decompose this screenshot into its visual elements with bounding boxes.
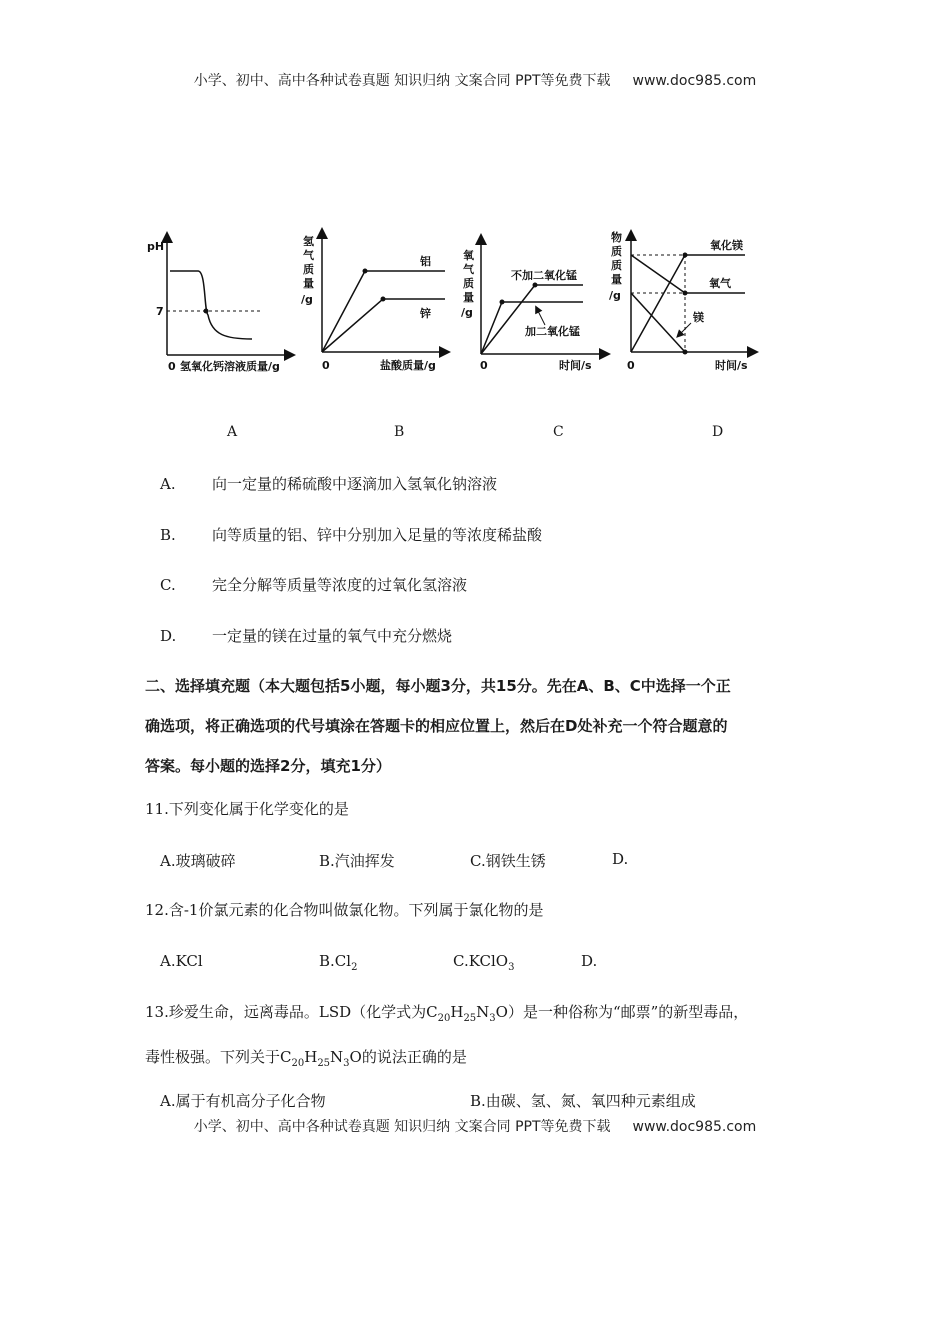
q13-p4: O）是一种俗称为“邮票”的新型毒品， [495,1003,749,1021]
graph-a-origin: 0 [168,360,176,373]
graph-c-origin: 0 [480,359,488,372]
graph-a [147,237,290,373]
graph-c [461,239,605,372]
q13-t2: H [304,1048,318,1066]
q12-stem: 12.含-1价氯元素的化合物叫做氯化物。下列属于氯化物的是 [145,901,544,919]
graph-b-series1: 铝 [420,255,431,268]
page-footer [0,1116,950,1136]
q11-stem: 11.下列变化属于化学变化的是 [145,800,349,818]
header-text: 小学、初中、高中各种试卷真题 知识归纳 文案合同 PPT等免费下载 [193,73,611,89]
graph-b-yunit: /g [301,293,313,306]
graph-c-yunit: /g [461,306,473,319]
q12-choice-a: A.KCl [160,952,203,970]
graph-c-xlabel: 时间/s [559,359,592,372]
graph-b-point-al [363,269,368,274]
graph-c-arrow [537,309,545,325]
graph-d-ylabel-1: 物 [611,231,622,244]
option-d-letter: D. [160,627,177,645]
graph-a-ylabel: pH [147,240,165,253]
q13-s3: 3 [489,1013,496,1024]
q13-line2a: 毒性极强。下列关于C [145,1048,292,1066]
q11-choice-c: C.钢铁生锈 [470,852,546,870]
graph-d-ylabel-2: 质 [611,245,622,258]
header-url[interactable]: www.doc985.com [632,73,757,89]
graph-d-line-mg [631,293,685,352]
graph-a-point [204,309,209,314]
graph-d-point-mg [683,350,688,355]
graph-d-series2: 氧气 [709,277,731,290]
q12-choice-d: D. [581,952,598,970]
q13-line-1 [145,995,815,1036]
section-line-2: 确选项，将正确选项的代号填涂在答题卡的相应位置上，然后在D处补充一个符合题意的 [145,717,728,735]
q12-choice-b-text: B.Cl [319,952,352,970]
graph-b-ylabel-2: 气 [303,249,314,262]
graph-label-c: C [553,424,564,440]
graph-d-xlabel: 时间/s [715,359,748,372]
q12-choice-b [319,952,357,973]
q13-p2: H [450,1003,464,1021]
option-a-letter: A. [160,475,176,493]
graph-b-ylabel-4: 量 [303,277,314,290]
graph-d-yunit: /g [609,289,621,302]
graph-d-line-mgo [631,255,745,352]
footer-text: 小学、初中、高中各种试卷真题 知识归纳 文案合同 PPT等免费下载 [193,1119,611,1135]
graph-b-ylabel-1: 氢 [303,235,314,248]
q13-s1: 20 [437,1013,451,1024]
graphs-row [140,225,780,385]
q13-p1: 13.珍爱生命，远离毒品。LSD（化学式为C [145,1003,438,1021]
graph-b-origin: 0 [322,359,330,372]
q13-choice-a: A.属于有机高分子化合物 [160,1092,326,1110]
graph-c-point-mno2 [500,300,505,305]
graph-a-tick: 7 [156,305,164,318]
option-d [160,625,452,646]
graph-label-a: A [227,424,238,440]
graph-b-ylabel-3: 质 [303,263,314,276]
graph-d-point-mgo [683,253,688,258]
option-d-text: 一定量的镁在过量的氧气中充分燃烧 [212,627,453,645]
q13-p3: N [476,1003,490,1021]
graph-b [301,233,445,372]
q12-choice-c [453,952,514,973]
q13-stem [145,995,815,1081]
graph-d-ylabel-3: 质 [611,259,622,272]
option-c [160,574,467,595]
graph-d-origin: 0 [627,359,635,372]
q12-choice-c-sub: 3 [508,962,515,973]
graph-c-line-no-mno2 [481,285,583,354]
option-c-letter: C. [160,576,176,594]
section-heading [145,666,810,786]
option-a-text: 向一定量的稀硫酸中逐滴加入氢氧化钠溶液 [212,475,498,493]
q13-t1: 20 [291,1058,305,1069]
page-header [0,70,950,90]
q13-choice-b: B.由碳、氢、氮、氧四种元素组成 [470,1092,696,1110]
graph-c-ylabel-4: 量 [463,291,474,304]
q13-t3: 25 [317,1058,331,1069]
graph-d-series3: 镁 [693,311,704,324]
graph-c-ylabel-1: 氧 [463,249,474,262]
option-c-text: 完全分解等质量等浓度的过氧化氢溶液 [212,576,468,594]
graph-d-ylabel-4: 量 [611,273,622,286]
graph-label-b: B [394,424,405,440]
q11-choice-d: D. [612,850,629,868]
graph-b-point-zn [381,297,386,302]
graphs-svg [140,225,780,385]
q13-line-2 [145,1040,815,1081]
graph-d-series1: 氧化镁 [710,239,743,252]
option-a [160,473,497,494]
q12-choice-b-sub: 2 [351,962,358,973]
graph-c-point-no-mno2 [533,283,538,288]
section-line-1: 二、选择填充题（本大题包括5小题，每小题3分，共15分。先在A、B、C中选择一个正 [145,677,731,695]
q13-line2b: O的说法正确的是 [349,1048,467,1066]
graph-a-xlabel: 氢氧化钙溶液质量/g [180,360,280,373]
graph-d-point-o2 [683,291,688,296]
graph-c-ylabel-2: 气 [463,263,474,276]
graph-d [609,230,753,372]
section-line-3: 答案。每小题的选择2分，填充1分） [145,757,391,775]
q13-t5: 3 [343,1058,350,1069]
q11-choice-b: B.汽油挥发 [319,852,395,870]
graph-c-ylabel-3: 质 [463,277,474,290]
option-b-text: 向等质量的铝、锌中分别加入足量的等浓度稀盐酸 [212,526,543,544]
q13-t4: N [330,1048,344,1066]
graph-b-xlabel: 盐酸质量/g [380,359,436,372]
q13-s2: 25 [463,1013,477,1024]
graph-label-d: D [712,424,724,440]
option-b [160,524,542,545]
graph-c-series1: 不加二氧化锰 [511,269,577,282]
option-b-letter: B. [160,526,176,544]
q12-choice-c-text: C.KClO [453,952,509,970]
graph-a-curve [170,271,252,339]
footer-url[interactable]: www.doc985.com [632,1119,757,1135]
q11-choice-a: A.玻璃破碎 [160,852,236,870]
graph-b-series2: 锌 [420,307,431,320]
graph-c-series2: 加二氧化锰 [525,325,580,338]
